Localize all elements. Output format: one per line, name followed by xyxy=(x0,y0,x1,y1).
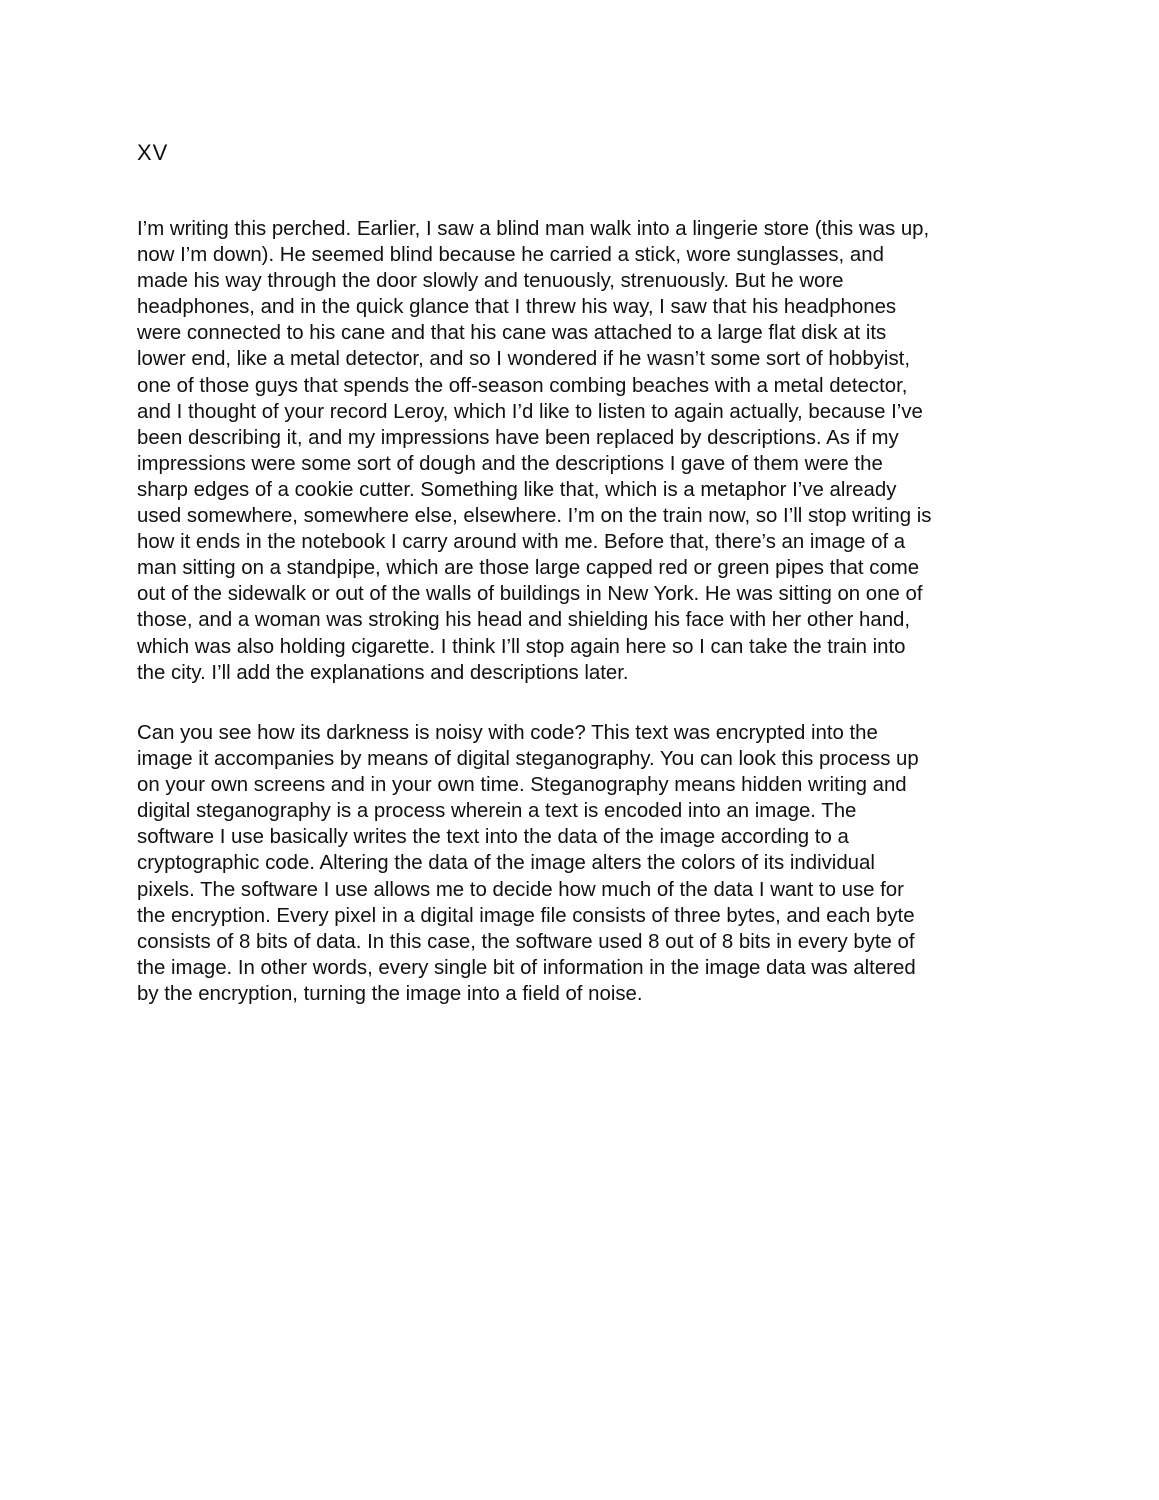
paragraph-line: how it ends in the notebook I carry around with me. Before that, there’s an image of a xyxy=(137,531,906,554)
paragraph-line: I’m writing this perched. Earlier, I saw a blind man walk into a lingerie store (this was up, xyxy=(137,218,930,240)
paragraph-line: image it accompanies by means of digital steganography. You can look this process up xyxy=(137,748,919,771)
paragraph-line: lower end, like a metal detector, and so I wondered if he wasn’t some sort of hobbyist, xyxy=(137,348,910,371)
paragraph-line: pixels. The software I use allows me to decide how much of the data I want to use for xyxy=(137,878,904,901)
paragraph-line: on your own screens and in your own time. Steganography means hidden writing and xyxy=(137,774,907,797)
paragraph-line: out of the sidewalk or out of the walls of buildings in New York. He was sitting on one of xyxy=(137,583,923,606)
paragraph-line: which was also holding cigarette. I think I’ll stop again here so I can take the train into xyxy=(137,635,906,658)
paragraph-2 xyxy=(137,720,1037,1007)
paragraph-line: used somewhere, somewhere else, elsewhere. I’m on the train now, so I’ll stop writing is xyxy=(137,505,932,528)
paragraph-line: headphones, and in the quick glance that I threw his way, I saw that his headphones xyxy=(137,296,897,319)
paragraph-line: those, and a woman was stroking his head and shielding his face with her other hand, xyxy=(137,609,911,632)
paragraph-line: the city. I’ll add the explanations and descriptions later. xyxy=(137,661,629,684)
paragraph-line: one of those guys that spends the off-season combing beaches with a metal detector, xyxy=(137,374,908,397)
paragraph-line: digital steganography is a process wherein a text is encoded into an image. The xyxy=(137,800,857,823)
paragraph-line: sharp edges of a cookie cutter. Something like that, which is a metaphor I’ve already xyxy=(137,478,897,501)
paragraph-line: been describing it, and my impressions have been replaced by descriptions. As if my xyxy=(137,426,899,449)
paragraph-1 xyxy=(137,216,1037,686)
paragraph-line: consists of 8 bits of data. In this case, the software used 8 out of 8 bits in every byte of xyxy=(137,930,915,953)
chapter-numeral: XV xyxy=(137,140,169,165)
paragraph-line: impressions were some sort of dough and the descriptions I gave of them were the xyxy=(137,452,883,475)
paragraph-line: the encryption. Every pixel in a digital image file consists of three bytes, and each byte xyxy=(137,904,915,927)
paragraph-line: by the encryption, turning the image into a field of noise. xyxy=(137,982,643,1005)
paragraph-line: now I’m down). He seemed blind because he carried a stick, wore sunglasses, and xyxy=(137,244,884,267)
paragraph-line: man sitting on a standpipe, which are those large capped red or green pipes that come xyxy=(137,557,920,580)
paragraph-line: software I use basically writes the text into the data of the image according to a xyxy=(137,826,849,849)
paragraph-line: were connected to his cane and that his cane was attached to a large flat disk at its xyxy=(137,322,887,345)
paragraph-line: the image. In other words, every single bit of information in the image data was altered xyxy=(137,956,916,979)
paragraph-line: and I thought of your record Leroy, which I’d like to listen to again actually, because I’ve xyxy=(137,400,923,423)
paragraph-line: made his way through the door slowly and tenuously, strenuously. But he wore xyxy=(137,270,844,293)
paragraph-line: cryptographic code. Altering the data of the image alters the colors of its individual xyxy=(137,852,875,875)
paragraph-line: Can you see how its darkness is noisy with code? This text was encrypted into the xyxy=(137,722,878,744)
